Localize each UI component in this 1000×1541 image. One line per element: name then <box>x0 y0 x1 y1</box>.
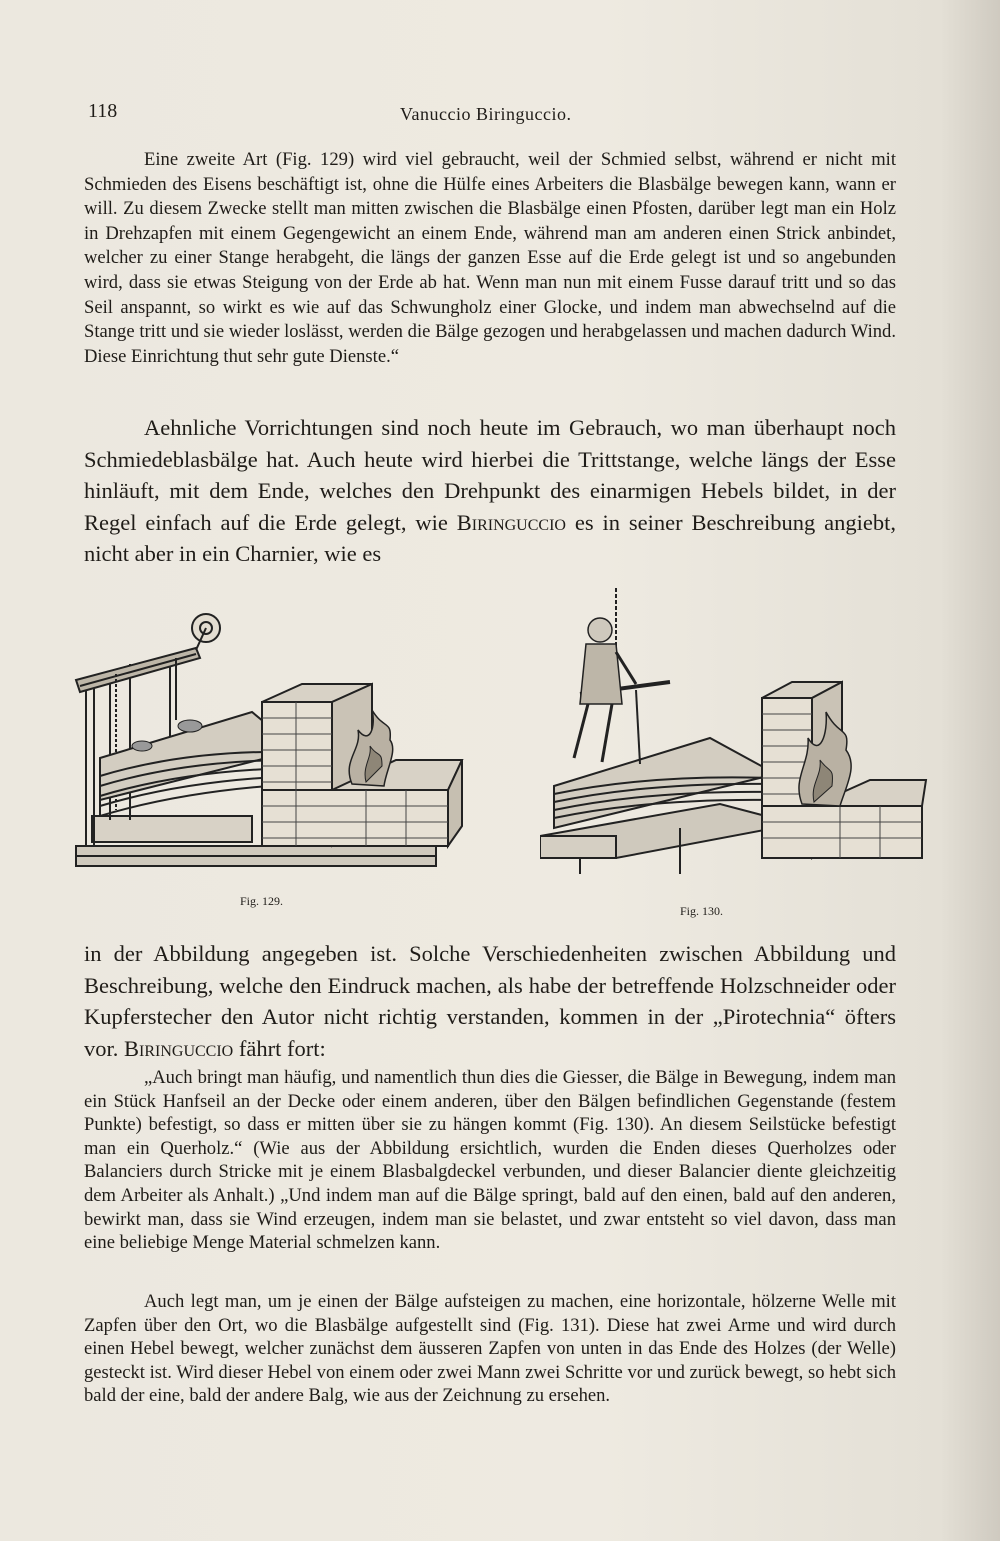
quote2-text: „Auch bringt man häufig, und namentlich thun dies die Giesser, die Bälge in Bewegung, indem man ein Stück Hanfseil an der Decke oder einem anderen, über den Bälgen befindlichen Gegenstande (festem Punkte) befestigt, so dass er mitten über sie zu hängen kommt (Fig. 130). An diesem Seilstücke befestigt man ein Querholz.“ (Wie aus der Abbildung ersichtlich, wurden die Enden dieses Querholzes oder Balanciers durch Stricke mit je einem Blasbalgdeckel verbunden, und dieser Balancier diente gleichzeitig dem Arbeiter als Anhalt.) „Und indem man auf die Bälge springt, bald auf den einen, bald auf den anderen, bewirkt man, dass sie Wind erzeugen, indem man sie belastet, und zwar entsteht so viel davon, dass man eine beliebige Menge Material schmelzen kann. <box>84 1067 896 1254</box>
para3-text-after: fährt fort: <box>233 1035 326 1061</box>
figure-130-bellows-balancer <box>540 588 930 888</box>
running-head: Vanuccio Biringuccio. <box>400 104 572 124</box>
quote-fig130-description <box>84 1066 896 1255</box>
quote1-text: Eine zweite Art (Fig. 129) wird viel gebraucht, weil der Schmied selbst, während er nicht mit Schmieden des Eisens beschäftigt ist, ohne die Hülfe eines Arbeiters die Blasbälge bewegen kann, wann er will. Zu diesem Zwecke stellt man mitten zwischen die Blasbälge einen Pfosten, darüber legt man ein Holz in Drehzapfen mit einem Gegengewicht an einem Ende, während man am anderen einen Strick anbindet, welcher zu einer Stange herabgeht, die längs der ganzen Esse auf die Erde gelegt ist und so angebunden wird, dass sie etwas Steigung von der Erde ab hat. Wenn man nun mit einem Fusse darauf tritt und so das Seil anspannt, so wirkt es wie auf das Schwungholz einer Glocke, und indem man abwechselnd auf die Stange tritt und sie wieder loslässt, werden die Bälge gezogen und herabgelassen und machen dadurch Wind. Diese Einrichtung thut sehr gute Dienste.“ <box>84 149 896 367</box>
figure-129-bellows-treadle <box>66 600 476 885</box>
para3-text-before: in der Abbildung angegeben ist. Solche Verschiedenheiten zwischen Abbildung und Beschreibung, welche den Eindruck machen, als habe der betreffende Holzschneider oder Kupferstecher den Autor nicht richtig verstanden, kommen in der „Pirotechnia“ öfters vor. <box>84 941 896 1061</box>
figure-130-illustration <box>540 588 930 888</box>
para4-text: Auch legt man, um je einen der Bälge aufsteigen zu machen, eine horizontale, hölzerne Welle mit Zapfen über den Ort, wo die Blasbälge aufgestellt sind (Fig. 131). Diese hat zwei Arme und wird durch einen Hebel bewegt, welcher zunächst dem äusseren Zapfen von unten in das Ende des Holzes (der Welle) gesteckt ist. Wird dieser Hebel von einem oder zwei Mann zwei Schritte vor und zurück bewegt, so hebt sich bald der eine, bald der andere Balg, wie aus der Zeichnung zu ersehen. <box>84 1291 896 1407</box>
page-number: 118 <box>88 100 118 122</box>
quote-fig129-description <box>84 148 896 369</box>
figure-130-caption: Fig. 130. <box>680 904 724 918</box>
figure-129-caption: Fig. 129. <box>240 894 284 908</box>
para2-author-name: Biringuccio <box>456 509 566 535</box>
figure-129-illustration <box>66 600 476 885</box>
page-header <box>88 100 888 130</box>
para2-text-before: Aehnliche Vorrichtungen sind noch heute im Gebrauch, wo man überhaupt noch Schmiedeblasbälge hat. Auch heute wird hierbei die Trittstange, welche längs der Esse hinläuft, mit dem Ende, welches den Drehpunkt des einarmigen Hebels bildet, in der Regel einfach auf die Erde gelegt, wie <box>84 415 896 535</box>
paragraph-differences <box>84 938 896 1064</box>
paragraph-horizontal-shaft <box>84 1290 896 1408</box>
para3-author-name: Biringuccio <box>124 1035 234 1061</box>
para2-text-after: es in seiner Beschreibung angiebt, nicht aber in ein Charnier, wie es <box>84 509 896 566</box>
paragraph-modern-devices <box>84 412 896 570</box>
